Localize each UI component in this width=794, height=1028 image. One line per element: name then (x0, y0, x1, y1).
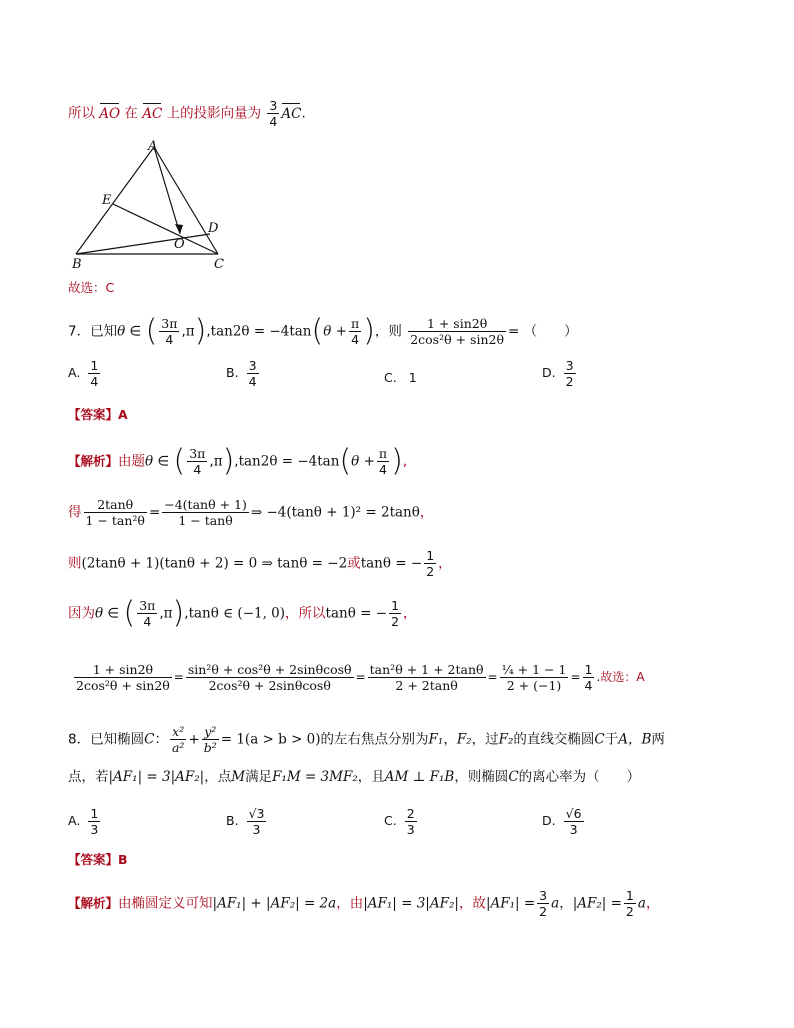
text: 得 (68, 504, 82, 521)
ellipse-c: C (508, 769, 519, 785)
label: A. (68, 365, 81, 380)
den: 2cos²θ + 2sinθcosθ (208, 678, 331, 693)
q7-analysis-line5: $\frac{1 + \sin 2\theta}{\text{2cos²θ + sin2θ}}$ = $\frac{\text{sin²θ + cos²θ + 2sinθcosθ}}{\text{2cos²θ + 2sinθcosθ}}$ = $\frac{\text{tan²θ + 1 + 2tanθ}}{2 + 2\tan\theta}$ = $\frac{\text{¼ + 1 − 1}}{2 + (-1)}$ = $\frac{1}{4}$ .故选：A (76, 662, 645, 693)
eq3: |AF₁| = (485, 895, 536, 912)
den: 4 (379, 462, 387, 477)
text-mid: 在 (124, 105, 138, 122)
answer-tag: 【答案】 (68, 407, 119, 422)
frac-3-2 (537, 888, 549, 919)
points-ab: A，B (618, 731, 652, 748)
num: tan²θ + 1 + 2tanθ (369, 662, 484, 677)
text-b: ，点 (204, 769, 232, 785)
value (247, 358, 259, 389)
label: B. (226, 365, 239, 380)
f2-b: F₂ (498, 731, 514, 748)
comma: ， (438, 555, 452, 572)
answer-value: B (118, 852, 128, 867)
text: 8．已知椭圆 (68, 731, 145, 748)
den: 2 (625, 904, 634, 919)
text-b: 的左右焦点分别为 (320, 731, 429, 748)
num: π (350, 316, 360, 331)
paren-open-2: ( (311, 313, 324, 349)
text-c: 满足 (245, 769, 273, 785)
label-d: D (208, 221, 219, 236)
frac-1 (74, 662, 172, 693)
eq: (2tanθ + 1)(tanθ + 2) = 0 ⇒ tanθ = −2 (81, 555, 348, 572)
pi: π (213, 453, 223, 470)
num: 3 (248, 358, 257, 373)
eq-rest: = 1(a > b > 0) (220, 731, 321, 748)
q8-option-b[interactable] (226, 806, 268, 837)
num: 2 (406, 806, 415, 821)
num: 1 (90, 806, 99, 821)
frac-1-2 (389, 598, 401, 629)
q7-analysis-line1: 【解析】由题θ ∈ ( $\frac{3\pi}{4}$ ,π),tan2θ = −4tan(θ + $\frac{\pi}{4}$ ), (68, 443, 408, 479)
num: 1 (426, 548, 435, 563)
eq-b: tanθ = − (360, 555, 423, 572)
ellipse-c: C (144, 731, 155, 748)
fraction-3-4 (267, 98, 279, 129)
num: 1 + sin2θ (74, 662, 172, 678)
tan-equation: tan2θ = −4tan (210, 323, 312, 340)
den: 4 (351, 332, 360, 347)
num: √3 (248, 806, 265, 821)
analysis-tag: 【解析】 (68, 453, 119, 469)
frac-expression (408, 316, 506, 347)
num: 3 (565, 358, 574, 373)
value (88, 806, 100, 837)
point-m: M (231, 769, 246, 785)
num: √6 (565, 806, 582, 821)
den: 4 (90, 374, 99, 389)
cond3: AM ⊥ F₁B (384, 769, 455, 785)
label-a: A (148, 139, 158, 154)
comma: ， (403, 605, 417, 622)
den: 1 − tanθ (178, 513, 233, 528)
f1: F₁ (428, 731, 444, 748)
label: D. (542, 813, 556, 828)
tan-range: tanθ ∈ (−1, 0) (188, 605, 286, 622)
num: 2tanθ (84, 497, 147, 513)
num: 3 (539, 888, 548, 903)
eq4: |AF₂| = (572, 895, 622, 912)
num: −4(tanθ + 1) (164, 497, 247, 512)
paren-close: ) (194, 313, 207, 349)
q7-analysis-line4: 因为θ ∈ ( $\frac{3\pi}{4}$ ,π),tanθ ∈ (−1, 0)，所以tanθ = − $\frac{1}{2}$ ， (68, 595, 417, 631)
then: ，则 (374, 323, 402, 340)
frac-3pi-4 (159, 316, 179, 347)
frac-pi-4 (349, 316, 361, 347)
den: 2 (426, 564, 435, 579)
label-c: C (214, 257, 224, 272)
frac-num: 3 (269, 98, 278, 113)
cond: |AF₁| = 3|AF₂| (108, 769, 205, 785)
value: 1 (408, 370, 417, 385)
den: 3 (569, 822, 578, 837)
text-prefix: 所以 (68, 105, 95, 122)
frac-x (170, 724, 186, 755)
q7-option-d[interactable] (542, 358, 578, 389)
paren-close-2: ) (363, 313, 375, 349)
text-d: 的直线交椭圆 (513, 731, 595, 748)
den: 1 − tan²θ (85, 513, 145, 528)
den: 2 + (−1) (506, 678, 562, 693)
value (564, 358, 576, 389)
comma: ， (419, 504, 434, 521)
text: 由题 (118, 453, 146, 470)
den: 2cos²θ + sin2θ (410, 332, 504, 347)
frac-a (84, 497, 147, 528)
frac-2 (186, 662, 354, 693)
paren-close-2: ) (391, 443, 403, 479)
paren-open: ( (145, 313, 158, 349)
den: 2cos²θ + sin2θ (76, 678, 170, 693)
eq: tanθ = − (325, 605, 388, 622)
q8-answer (68, 850, 128, 870)
paren-open: ( (173, 443, 186, 479)
frac-b (162, 497, 249, 528)
q7-option-c[interactable] (384, 370, 417, 385)
frac-4 (500, 662, 569, 693)
final-choice: 故选：A (600, 670, 645, 684)
text-b: ，由 (336, 895, 364, 912)
question-7-stem: 7．已知θ ∈ ( $\frac{3\pi}{4}$ ,π),tan2θ = −4tan(θ + $\frac{\pi}{4}$ )，则 $\frac{1 + \sin 2\theta}{\text{2cos²θ + sin2θ}}$ = （ ） (68, 313, 578, 349)
num: sin²θ + cos²θ + 2sinθcosθ (187, 662, 352, 677)
frac-3 (368, 662, 486, 693)
pi: π (185, 323, 195, 340)
paren-open: ( (123, 595, 136, 631)
so: ，所以 (285, 605, 326, 622)
period: . (301, 105, 306, 122)
q7-analysis-line3 (68, 548, 452, 579)
label: C. (384, 813, 397, 828)
theta: θ (95, 605, 104, 622)
q8-option-c[interactable] (384, 806, 419, 837)
eq2: |AF₁| = 3|AF₂| (363, 895, 459, 912)
num: 3π (189, 446, 206, 461)
q8-option-d[interactable] (542, 806, 586, 837)
num: 3π (161, 316, 178, 331)
num: 1 (625, 888, 634, 903)
den: a² (171, 740, 185, 755)
text: 则 (68, 555, 82, 572)
frac-den: 4 (269, 114, 278, 129)
result: ⇒ −4(tanθ + 1)² = 2tanθ (250, 504, 420, 521)
den: 4 (143, 614, 152, 629)
q7-option-a[interactable] (68, 358, 102, 389)
label: D. (542, 365, 556, 380)
f2: F₂ (456, 731, 472, 748)
num: 1 + sin2θ (408, 316, 506, 332)
label-e: E (102, 193, 112, 208)
paren-open-2: ( (339, 443, 352, 479)
vector-ac: AC (142, 105, 163, 122)
theta: θ (117, 323, 126, 340)
value (88, 358, 100, 389)
q7-option-b[interactable] (226, 358, 261, 389)
num: π (378, 446, 388, 461)
num: 3π (139, 598, 156, 613)
cond2: F₁M = 3MF₂ (272, 769, 358, 785)
text-f: 的离心率为（ ） (518, 769, 641, 785)
paren-close: ) (222, 443, 235, 479)
num: 1 (584, 662, 593, 677)
vector-ao: AO (99, 105, 121, 122)
den: 2 (565, 374, 574, 389)
q7-answer (68, 405, 128, 425)
den: 2 (539, 904, 548, 919)
theta-plus: θ + (351, 453, 375, 470)
num: y² (202, 724, 219, 740)
or: 或 (347, 555, 361, 572)
den: 3 (90, 822, 99, 837)
q8-analysis: 【解析】由椭圆定义可知|AF₁| + |AF₂| = 2a，由|AF₁| = 3|AF₂|，故|AF₁| = $\frac{3}{2}$ a，|AF₂| = $\frac{1}{2}$ a， (68, 888, 660, 919)
den: 4 (193, 462, 202, 477)
frac-1-2 (424, 548, 436, 579)
num: 1 (391, 598, 400, 613)
comma: , (402, 453, 408, 470)
text-c: ，故 (458, 895, 486, 912)
den: 2 (391, 614, 400, 629)
frac (187, 446, 207, 477)
question-8-stem-line2 (68, 767, 640, 787)
vector-ac-result: AC (281, 105, 302, 122)
ellipse-c-2: C (594, 731, 605, 748)
equals-blank: = （ ） (508, 323, 578, 340)
choice-q6: 故选：C (68, 280, 115, 295)
tan-eq: tan2θ = −4tan (238, 453, 340, 470)
eq1: |AF₁| + |AF₂| = 2a (212, 895, 337, 912)
text: 点，若 (68, 769, 109, 785)
text-e: 于 (604, 731, 619, 748)
question-8-stem-line1: 8．已知椭圆C： $\frac{\text{x²}}{\text{a²}}$ + $\frac{\text{y²}}{\text{b²}}$ = 1(a > b > 0)的左右焦点分别为F₁，F₂，过F₂的直线交椭圆C于A，B两 (68, 724, 665, 755)
den: b² (203, 740, 217, 755)
answer-value: A (118, 407, 128, 422)
num: x² (170, 724, 186, 740)
label-o: O (174, 237, 185, 252)
projection-statement (68, 98, 306, 129)
colon: ： (154, 731, 168, 748)
q7-analysis-line2: 得 $\frac{2\tan\theta}{\text{1 − tan²θ}}$ = $\frac{-4(\tan\theta + 1)}{1 - \tan\theta}$ ⇒ −4(tanθ + 1)² = 2tanθ， (68, 497, 434, 528)
den: 3 (406, 822, 415, 837)
text-c: ，过 (471, 731, 499, 748)
value (564, 806, 584, 837)
theta: θ (145, 453, 154, 470)
text-d: ，且 (357, 769, 385, 785)
answer-tag: 【答案】 (68, 852, 119, 867)
segment-ao (154, 147, 180, 234)
analysis-tag: 【解析】 (68, 895, 119, 911)
segment-bd (76, 234, 210, 254)
pi: π (163, 605, 173, 622)
text-a: 由椭圆定义可知 (118, 895, 213, 912)
den: 2 + 2tanθ (395, 678, 458, 693)
q8-option-a[interactable] (68, 806, 102, 837)
label: B. (226, 813, 239, 828)
label: A. (68, 813, 81, 828)
text-mid2: 上的投影向量为 (166, 105, 262, 122)
den: 4 (165, 332, 174, 347)
text-e: ，则椭圆 (454, 769, 509, 785)
text: 因为 (68, 605, 95, 622)
frac-5 (583, 662, 595, 693)
value (247, 806, 267, 837)
num: ¼ + 1 − 1 (501, 662, 567, 677)
text-f: 两 (651, 731, 665, 748)
q7-prefix: 7．已知 (68, 323, 118, 340)
den: 4 (248, 374, 257, 389)
theta-plus: θ + (323, 323, 347, 340)
label-b: B (72, 257, 82, 272)
label: C. (384, 370, 397, 385)
frac-y (202, 724, 219, 755)
frac (137, 598, 157, 629)
num: 1 (90, 358, 99, 373)
frac-pi-4 (377, 446, 389, 477)
edge-ab (76, 147, 154, 254)
triangle-figure (68, 138, 238, 273)
value (405, 806, 417, 837)
den: 3 (252, 822, 261, 837)
paren-close: ) (172, 595, 185, 631)
den: 4 (584, 678, 593, 693)
frac-1-2 (624, 888, 636, 919)
